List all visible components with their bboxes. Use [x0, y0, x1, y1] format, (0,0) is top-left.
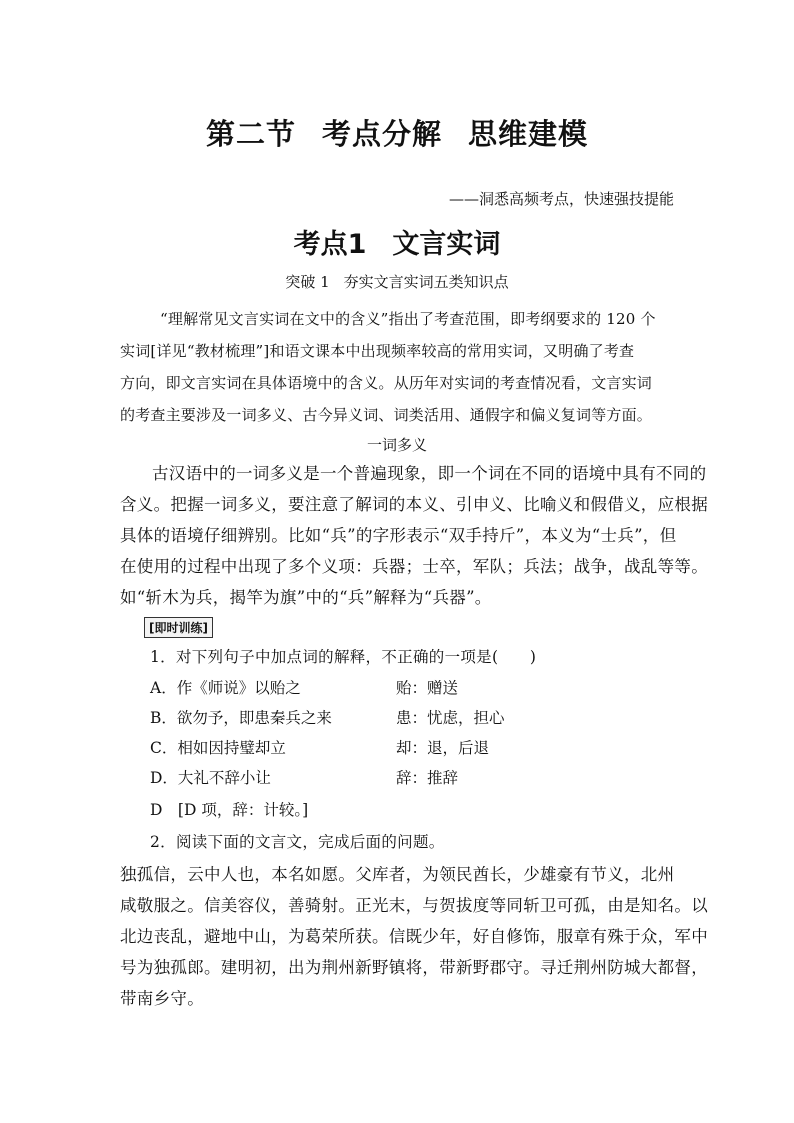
- breakthrough-label: 突破 1: [285, 273, 330, 291]
- question-1-stem: 1．对下列句子中加点词的解释，不正确的一项是( ): [150, 648, 537, 666]
- passage-line: 独孤信，云中人也，本名如愿。父库者，为领民酋长，少雄豪有节义，北州: [120, 865, 675, 884]
- intro-line: “理解常见文言实词在文中的含义”指出了考查范围，即考纲要求的 120 个: [160, 310, 656, 328]
- question-1-answer: D [D 项，辞：计较。]: [150, 801, 309, 819]
- body-line: 含义。把握一词多义，要注意了解词的本义、引申义、比喻义和假借义，应根据: [120, 495, 708, 514]
- practice-tag: [即时训练]: [144, 617, 213, 638]
- question-2-stem: 2．阅读下面的文言文，完成后面的问题。: [150, 833, 445, 851]
- body-line: 在使用的过程中出现了多个义项：兵器；士卒，军队；兵法；战争，战乱等等。: [120, 557, 708, 576]
- option-a: A．作《师说》以贻之: [150, 679, 301, 697]
- subhead: 一词多义: [366, 436, 427, 454]
- section-title: [0, 112, 794, 153]
- intro-line: 方向，即文言实词在具体语境中的含义。从历年对实词的考查情况看，文言实词: [120, 374, 653, 392]
- section-title-part-1: 第二节: [205, 117, 296, 151]
- intro-line: 实词[详见“教材梳理”]和语文课本中出现频率较高的常用实词，又明确了考查: [120, 342, 635, 360]
- body-line: 古汉语中的一词多义是一个普遍现象，即一个词在不同的语境中具有不同的: [152, 464, 707, 483]
- passage-line: 带南乡守。: [120, 989, 204, 1008]
- section-title-part-2: 考点分解: [321, 117, 442, 151]
- breakthrough-text: 夯实文言实词五类知识点: [343, 273, 509, 291]
- topic-title-part-2: 文言实词: [392, 229, 501, 260]
- subtitle: ——洞悉高频考点，快速强技提能: [448, 190, 674, 208]
- intro-line: 的考查主要涉及一词多义、古今异义词、词类活用、通假字和偏义复词等方面。: [120, 406, 653, 424]
- option-d: D．大礼不辞小让: [150, 769, 271, 787]
- passage-line: 咸敬服之。信美容仪，善骑射。正光末，与贺拔度等同斩卫可孤，由是知名。以: [120, 896, 708, 915]
- option-c: C．相如因持璧却立: [150, 739, 286, 757]
- body-line: 具体的语境仔细辨别。比如“兵”的字形表示“双手持斤”，本义为“士兵”，但: [120, 526, 677, 545]
- option-a-gloss: 贻：赠送: [396, 679, 459, 697]
- passage-line: 北边丧乱，避地中山，为葛荣所获。信既少年，好自修饰，服章有殊于众，军中: [120, 927, 708, 946]
- body-line: 如“斩木为兵，揭竿为旗”中的“兵”解释为“兵器”。: [120, 588, 492, 607]
- passage-line: 号为独孤郎。建明初，出为荆州新野镇将，带新野郡守。寻迁荆州防城大都督，: [120, 958, 708, 977]
- section-title-part-3: 思维建模: [468, 117, 589, 151]
- breakthrough-heading: [0, 271, 794, 292]
- option-d-gloss: 辞：推辞: [396, 769, 459, 787]
- option-b: B．欲勿予，即患秦兵之来: [150, 709, 332, 727]
- option-c-gloss: 却：退，后退: [396, 739, 490, 757]
- option-b-gloss: 患：忧虑，担心: [396, 709, 505, 727]
- topic-title: [0, 222, 794, 261]
- topic-title-part-1: 考点1: [293, 229, 367, 260]
